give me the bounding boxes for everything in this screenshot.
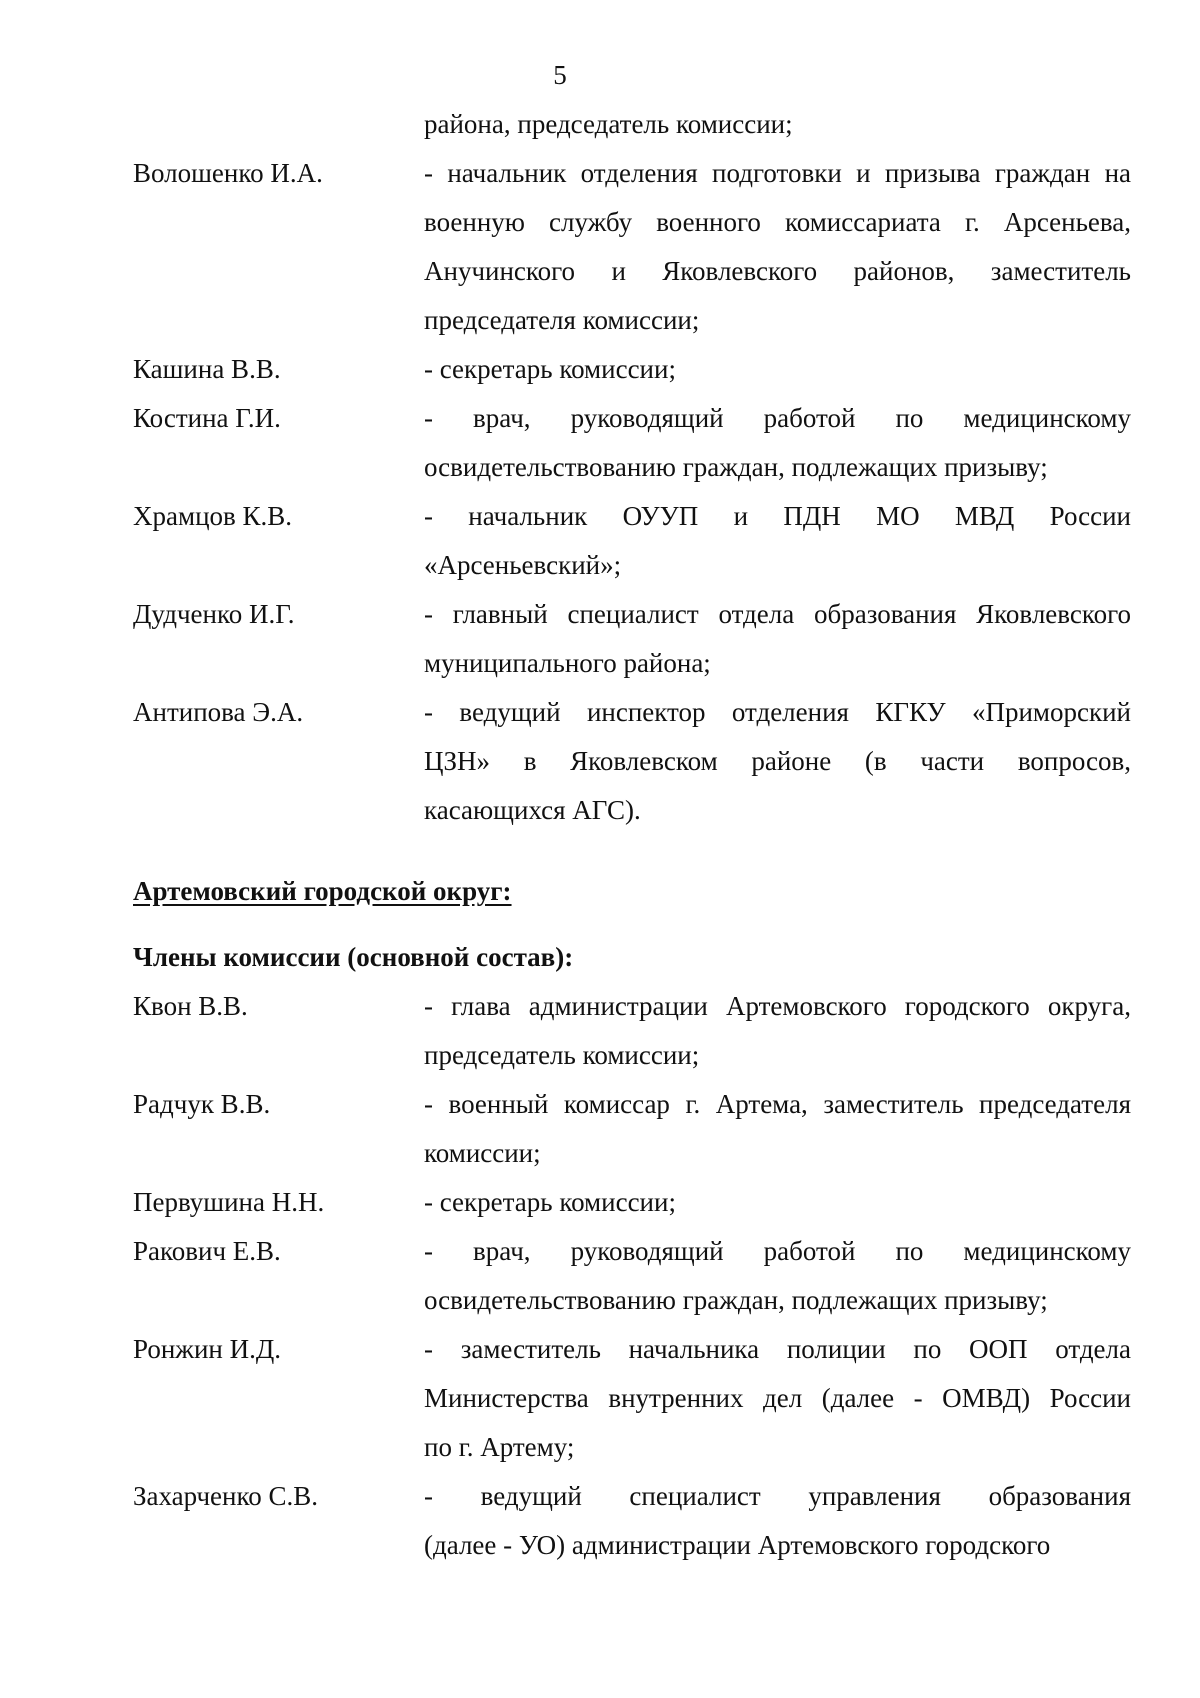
role-line: касающихся АГС). xyxy=(424,795,641,825)
role-line: по г. Артему; xyxy=(424,1432,575,1462)
role-line: освидетельствованию граждан, подлежащих призыву; xyxy=(424,452,1048,482)
member-name: Кашина В.В. xyxy=(133,354,281,384)
role-line: ЦЗН» в Яковлевском районе (в части вопросов, xyxy=(424,746,1131,776)
member-entry xyxy=(133,1178,1131,1227)
member-entry xyxy=(133,394,1131,492)
role-line: (далее - УО) администрации Артемовского городского xyxy=(424,1530,1051,1560)
member-name: Захарченко С.В. xyxy=(133,1481,318,1511)
member-role xyxy=(424,590,1131,688)
members-list-bottom xyxy=(133,982,1131,1570)
member-role xyxy=(424,688,1131,835)
member-role xyxy=(424,394,1131,492)
role-line: - военный комиссар г. Артема, заместитель председателя xyxy=(424,1089,1131,1119)
role-line: Анучинского и Яковлевского районов, заместитель xyxy=(424,256,1131,286)
member-entry xyxy=(133,982,1131,1080)
role-line: Министерства внутренних дел (далее - ОМВД) России xyxy=(424,1383,1131,1413)
member-name: Антипова Э.А. xyxy=(133,697,304,727)
member-entry xyxy=(133,100,1131,149)
members-list-top xyxy=(133,100,1131,835)
role-line: военную службу военного комиссариата г. Арсеньева, xyxy=(424,207,1131,237)
section-title: Артемовский городской округ: xyxy=(133,876,512,906)
member-name: Радчук В.В. xyxy=(133,1089,271,1119)
member-name: Костина Г.И. xyxy=(133,403,281,433)
member-name: Волошенко И.А. xyxy=(133,158,323,188)
member-role xyxy=(424,1080,1131,1178)
member-entry xyxy=(133,1325,1131,1472)
role-line: - ведущий инспектор отделения КГКУ «Приморский xyxy=(424,697,1131,727)
role-line: - ведущий специалист управления образования xyxy=(424,1481,1131,1511)
member-name: Дудченко И.Г. xyxy=(133,599,295,629)
member-entry xyxy=(133,1080,1131,1178)
role-line: - врач, руководящий работой по медицинскому xyxy=(424,403,1131,433)
member-entry xyxy=(133,149,1131,345)
role-line: - секретарь комиссии; xyxy=(424,1187,676,1217)
role-line: района, председатель комиссии; xyxy=(424,109,793,139)
member-entry xyxy=(133,1472,1131,1570)
member-role xyxy=(424,982,1131,1080)
role-line: комиссии; xyxy=(424,1138,541,1168)
member-name: Храмцов К.В. xyxy=(133,501,293,531)
member-role xyxy=(424,492,1131,590)
member-entry xyxy=(133,688,1131,835)
role-line: - главный специалист отдела образования Яковлевского xyxy=(424,599,1131,629)
member-entry xyxy=(133,1227,1131,1325)
member-role xyxy=(424,1178,1131,1227)
role-line: - начальник ОУУП и ПДН МО МВД России xyxy=(424,501,1131,531)
member-entry xyxy=(133,345,1131,394)
subsection-title: Члены комиссии (основной состав): xyxy=(133,942,574,972)
member-name: Ронжин И.Д. xyxy=(133,1334,282,1364)
member-role xyxy=(424,1472,1131,1570)
member-role xyxy=(424,345,1131,394)
role-line: - врач, руководящий работой по медицинскому xyxy=(424,1236,1131,1266)
role-line: - глава администрации Артемовского городского округа, xyxy=(424,991,1131,1021)
role-line: освидетельствованию граждан, подлежащих призыву; xyxy=(424,1285,1048,1315)
member-role xyxy=(424,149,1131,345)
role-line: председателя комиссии; xyxy=(424,305,700,335)
role-line: председатель комиссии; xyxy=(424,1040,700,1070)
page-number: 5 xyxy=(553,60,567,90)
member-entry xyxy=(133,590,1131,688)
role-line: - секретарь комиссии; xyxy=(424,354,676,384)
role-line: «Арсеньевский»; xyxy=(424,550,622,580)
document-body xyxy=(133,100,1131,1570)
role-line: муниципального района; xyxy=(424,648,711,678)
member-name: Первушина Н.Н. xyxy=(133,1187,325,1217)
member-name: Квон В.В. xyxy=(133,991,248,1021)
member-name: Ракович Е.В. xyxy=(133,1236,281,1266)
member-role xyxy=(424,1227,1131,1325)
member-role xyxy=(424,100,1131,149)
member-role xyxy=(424,1325,1131,1472)
role-line: - начальник отделения подготовки и призыва граждан на xyxy=(424,158,1131,188)
member-entry xyxy=(133,492,1131,590)
role-line: - заместитель начальника полиции по ООП отдела xyxy=(424,1334,1131,1364)
member-name xyxy=(133,100,424,149)
